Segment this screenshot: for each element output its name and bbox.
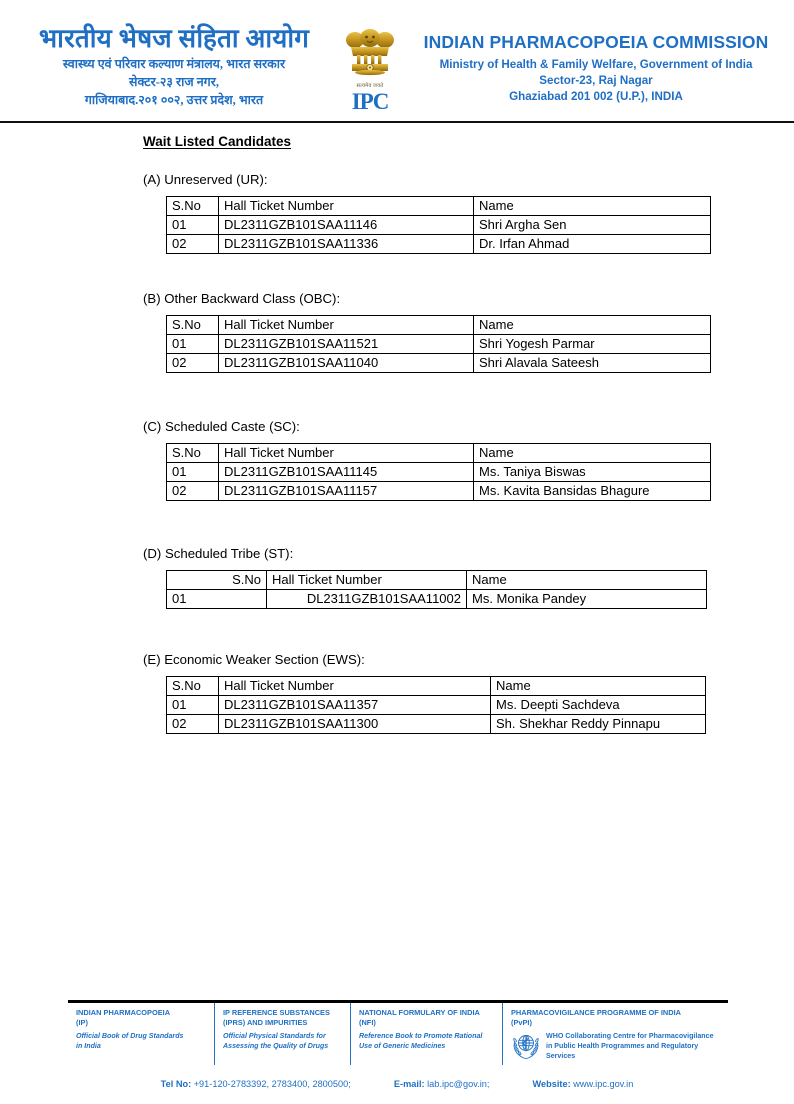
section-sc: [143, 419, 711, 501]
column-header-sno: S.No: [167, 571, 267, 590]
column-header-sno: S.No: [167, 444, 219, 463]
cell-ticket: DL2311GZB101SAA11521: [219, 335, 474, 354]
cell-sno: 01: [167, 696, 219, 715]
column-header-ticket: Hall Ticket Number: [219, 316, 474, 335]
cell-name: Ms. Monika Pandey: [467, 590, 707, 609]
footer-heading-line1: IP REFERENCE SUBSTANCES: [223, 1008, 330, 1017]
footer-subtext: [359, 1032, 494, 1051]
footer-heading-line2: (NFI): [359, 1017, 376, 1027]
column-header-sno: S.No: [167, 677, 219, 696]
footer-heading: [359, 1008, 494, 1028]
footer-heading: [223, 1008, 342, 1028]
table-row: [167, 463, 711, 482]
column-header-name: Name: [474, 444, 711, 463]
footer-heading-line2: (PvPI): [511, 1017, 532, 1027]
cell-name: Ms. Deepti Sachdeva: [491, 696, 706, 715]
cell-sno: 02: [167, 715, 219, 734]
website-value[interactable]: www.ipc.gov.in: [573, 1079, 634, 1089]
footer-subtext-line1: Official Physical Standards for: [223, 1031, 326, 1040]
who-text-line2: in Public Health Programmes and Regulatory: [546, 1041, 699, 1050]
header-hindi-line3: गाजियाबाद.२०१ ००२, उत्तर प्रदेश, भारत: [84, 92, 264, 107]
footer-subtext-line2: in India: [76, 1041, 101, 1050]
ipc-wordmark: IPC: [351, 89, 389, 114]
header-hindi-line2: सेक्टर-२३ राज नगर,: [129, 74, 219, 89]
candidates-table-ur: [166, 196, 711, 254]
emblem-motto-text: सत्यमेव जयते: [356, 83, 384, 89]
header-hindi-block: [18, 24, 330, 109]
table-row: [167, 482, 711, 501]
cell-name: Sh. Shekhar Reddy Pinnapu: [491, 715, 706, 734]
column-header-sno: S.No: [167, 197, 219, 216]
email-label: E-mail:: [393, 1079, 425, 1089]
cell-name: Dr. Irfan Ahmad: [474, 235, 711, 254]
column-header-ticket: Hall Ticket Number: [219, 444, 474, 463]
footer-subtext-line2: Assessing the Quality of Drugs: [223, 1041, 329, 1050]
who-text-line3: Services: [546, 1051, 576, 1060]
cell-name: Ms. Taniya Biswas: [474, 463, 711, 482]
page-title: Wait Listed Candidates: [143, 134, 292, 149]
footer-column-nfi: [350, 1003, 502, 1065]
section-ews: [143, 652, 706, 734]
email-value[interactable]: lab.ipc@gov.in;: [427, 1079, 490, 1089]
document-header: [0, 0, 794, 122]
cell-sno: 02: [167, 354, 219, 373]
footer-subtext: [76, 1032, 206, 1051]
section-label: (B) Other Backward Class (OBC):: [143, 291, 341, 306]
table-row: [167, 715, 706, 734]
table-row: [167, 216, 711, 235]
footer-heading: [76, 1008, 206, 1028]
website-label: Website:: [532, 1079, 571, 1089]
table-header-row: [167, 444, 711, 463]
footer-subtext: [223, 1032, 342, 1051]
footer-heading-line1: INDIAN PHARMACOPOEIA: [76, 1008, 171, 1017]
cell-ticket: DL2311GZB101SAA11357: [219, 696, 491, 715]
ipc-logo: [337, 26, 403, 120]
footer-contact-line: [0, 1079, 794, 1089]
cell-sno: 01: [167, 463, 219, 482]
table-row: [167, 335, 711, 354]
header-english-block: [410, 32, 782, 103]
cell-ticket: DL2311GZB101SAA11300: [219, 715, 491, 734]
header-english-title: INDIAN PHARMACOPOEIA COMMISSION: [423, 32, 769, 52]
cell-sno: 01: [167, 335, 219, 354]
cell-sno: 02: [167, 235, 219, 254]
cell-sno: 01: [167, 216, 219, 235]
column-header-name: Name: [467, 571, 707, 590]
footer-column-iprs: [214, 1003, 350, 1065]
section-label: (C) Scheduled Caste (SC):: [143, 419, 300, 434]
section-label: (E) Economic Weaker Section (EWS):: [143, 652, 365, 667]
footer-heading-line2: (IPRS) AND IMPURITIES: [223, 1017, 308, 1027]
header-divider: [0, 121, 794, 123]
footer-heading-line1: PHARMACOVIGILANCE PROGRAMME OF INDIA: [511, 1008, 681, 1017]
who-emblem-icon: [511, 1031, 541, 1061]
cell-ticket: DL2311GZB101SAA11157: [219, 482, 474, 501]
cell-name: Shri Argha Sen: [474, 216, 711, 235]
section-obc: [143, 291, 711, 373]
section-st: [143, 546, 707, 609]
footer-heading-line2: (IP): [76, 1017, 88, 1027]
who-collaborating-text: [546, 1031, 714, 1061]
cell-ticket: DL2311GZB101SAA11145: [219, 463, 474, 482]
column-header-name: Name: [491, 677, 706, 696]
candidates-table-sc: [166, 443, 711, 501]
column-header-ticket: Hall Ticket Number: [219, 677, 491, 696]
candidates-table-st: [166, 570, 707, 609]
header-hindi-title: भारतीय भेषज संहिता आयोग: [38, 24, 310, 53]
ashoka-lion-capital-emblem-icon: [343, 26, 397, 82]
table-header-row: [167, 197, 711, 216]
header-english-city: Ghaziabad 201 002 (U.P.), INDIA: [509, 90, 683, 103]
footer-subtext-line1: Official Book of Drug Standards: [76, 1031, 184, 1040]
cell-ticket: DL2311GZB101SAA11336: [219, 235, 474, 254]
cell-name: Shri Alavala Sateesh: [474, 354, 711, 373]
column-header-name: Name: [474, 197, 711, 216]
table-row: [167, 696, 706, 715]
table-header-row: [167, 677, 706, 696]
table-row: [167, 235, 711, 254]
footer-subtext-line1: Reference Book to Promote Rational: [359, 1031, 483, 1040]
section-label: (D) Scheduled Tribe (ST):: [143, 546, 294, 561]
candidates-table-obc: [166, 315, 711, 373]
cell-name: Shri Yogesh Parmar: [474, 335, 711, 354]
header-hindi-line1: स्वास्थ्य एवं परिवार कल्याण मंत्रालय, भारत सरकार: [62, 57, 286, 72]
footer-column-ip: [68, 1003, 214, 1065]
cell-sno: 01: [167, 590, 267, 609]
candidates-table-ews: [166, 676, 706, 734]
table-row: [167, 354, 711, 373]
table-row: [167, 590, 707, 609]
header-hindi-address: [18, 56, 330, 109]
cell-ticket: DL2311GZB101SAA11002: [267, 590, 467, 609]
cell-name: Ms. Kavita Bansidas Bhagure: [474, 482, 711, 501]
column-header-name: Name: [474, 316, 711, 335]
who-text-line1: WHO Collaborating Centre for Pharmacovigilance: [546, 1031, 714, 1040]
cell-ticket: DL2311GZB101SAA11040: [219, 354, 474, 373]
section-label: (A) Unreserved (UR):: [143, 172, 268, 187]
table-header-row: [167, 571, 707, 590]
footer-heading-line1: NATIONAL FORMULARY OF INDIA: [359, 1008, 480, 1017]
who-collaborating-block: [511, 1031, 720, 1061]
tel-value: +91-120-2783392, 2783400, 2800500;: [193, 1079, 351, 1089]
header-english-sector: Sector-23, Raj Nagar: [539, 74, 653, 87]
table-header-row: [167, 316, 711, 335]
tel-label: Tel No:: [160, 1079, 192, 1089]
column-header-ticket: Hall Ticket Number: [219, 197, 474, 216]
header-english-ministry: Ministry of Health & Family Welfare, Government of India: [439, 58, 753, 71]
footer-heading: [511, 1008, 720, 1028]
column-header-sno: S.No: [167, 316, 219, 335]
footer-columns: [68, 1003, 728, 1065]
footer-subtext-line2: Use of Generic Medicines: [359, 1041, 446, 1050]
section-unreserved: [143, 172, 711, 254]
footer-column-pvpi: [502, 1003, 728, 1065]
column-header-ticket: Hall Ticket Number: [267, 571, 467, 590]
cell-ticket: DL2311GZB101SAA11146: [219, 216, 474, 235]
cell-sno: 02: [167, 482, 219, 501]
